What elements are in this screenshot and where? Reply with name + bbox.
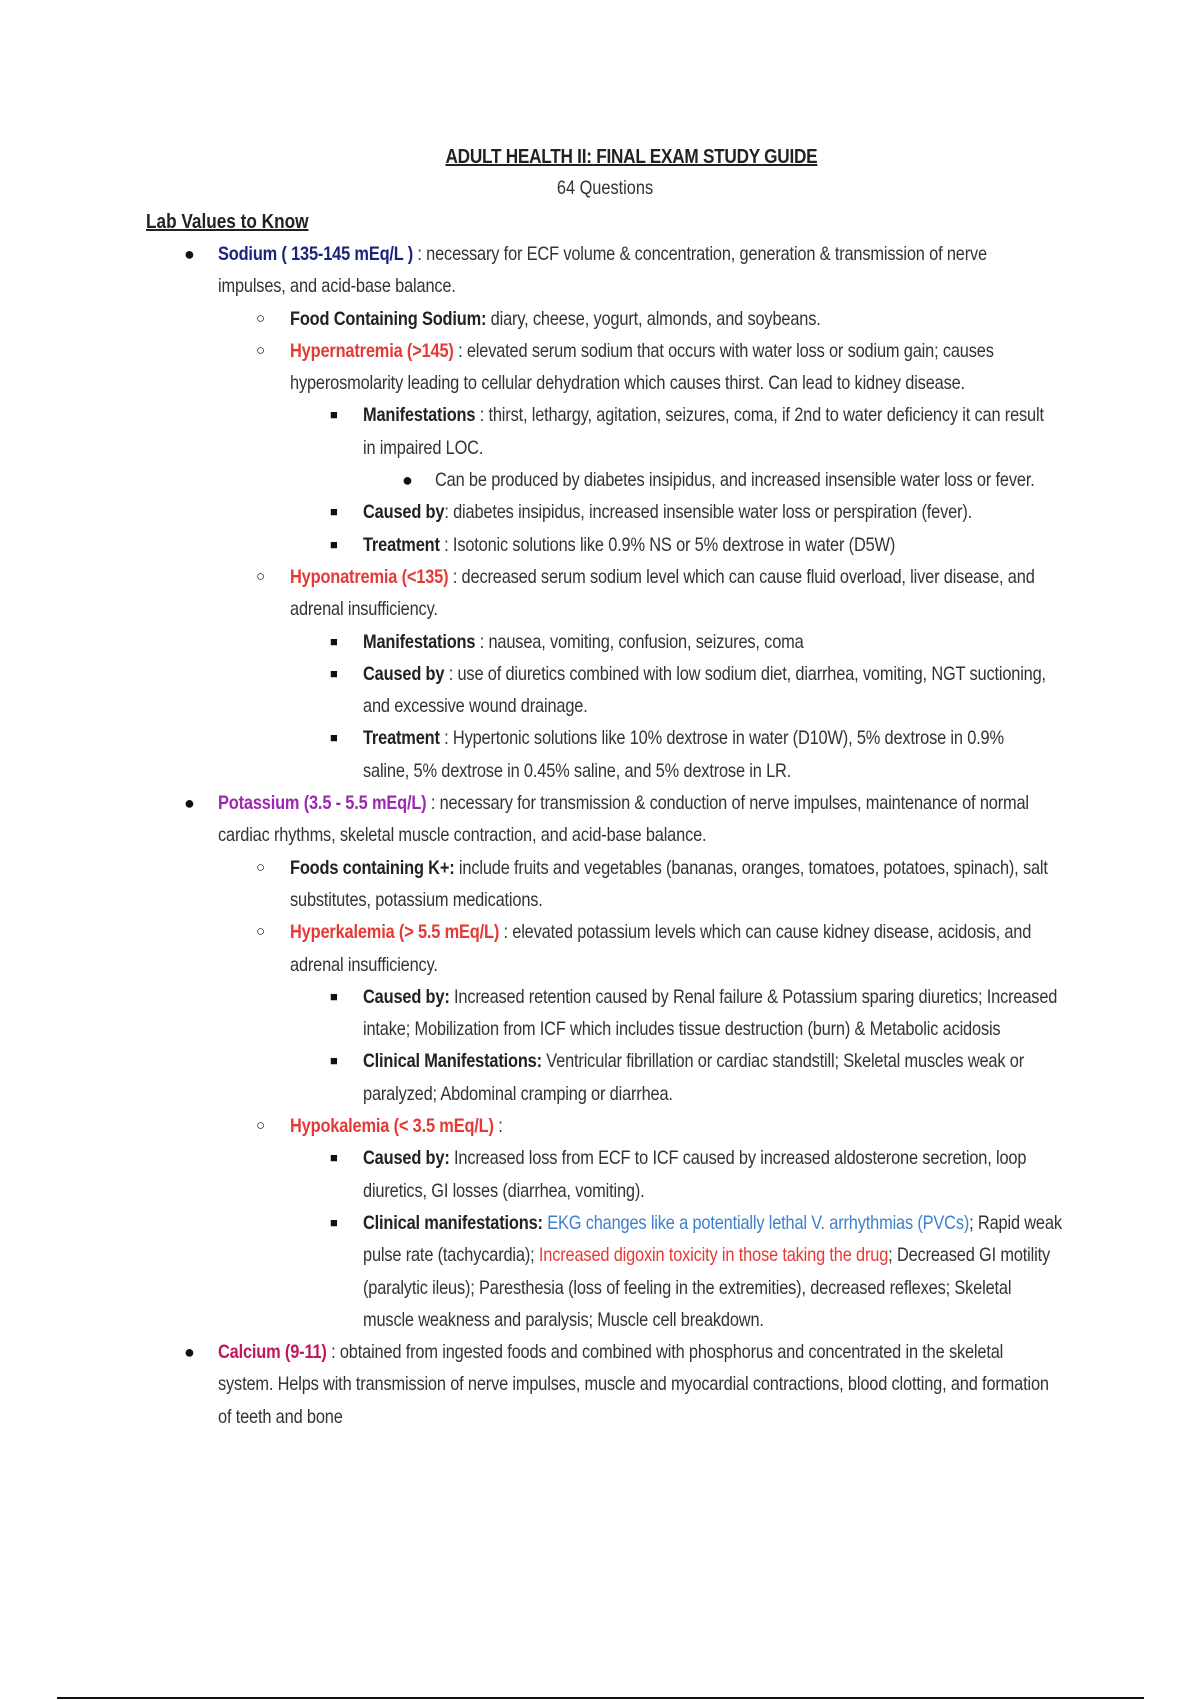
- list-item-continuation: [0, 367, 1200, 399]
- list-item-food-sodium: [0, 303, 1200, 335]
- list-item-continuation: [0, 690, 1200, 722]
- bullet-disc-icon: ●: [184, 1342, 195, 1363]
- list-item-continuation: [0, 1078, 1200, 1110]
- ekg-changes-text: EKG changes like a potentially lethal V. arrhythmias (PVCs): [542, 1211, 970, 1234]
- list-item-hyper-manifestations: [0, 399, 1200, 431]
- manifestations-text-cont: (paralytic ileus); Paresthesia (loss of feeling in the extremities), decreased reflexes; Skeletal: [363, 1276, 1012, 1299]
- clinical-manifestations-text: Ventricular fibrillation or cardiac standstill; Skeletal muscles weak or: [541, 1050, 1025, 1073]
- caused-by-label: Caused by:: [363, 1147, 450, 1170]
- treatment-text: : Isotonic solutions like 0.9% NS or 5% dextrose in water (D5W): [439, 533, 896, 556]
- manifestations-label: Manifestations: [363, 404, 476, 427]
- list-item-continuation: [0, 1368, 1200, 1400]
- manifestations-text: ; Rapid weak: [969, 1211, 1062, 1234]
- manifestations-text: : thirst, lethargy, agitation, seizures, coma, if 2nd to water deficiency it can result: [475, 404, 1044, 427]
- bullet-disc-icon: ●: [402, 470, 413, 491]
- calcium-desc-cont: system. Helps with transmission of nerve impulses, muscle and myocardial contractions, blood clotting, and formation: [218, 1373, 1049, 1396]
- list-item-hyper-treatment: [0, 529, 1200, 561]
- list-item-hypok-manifestations: [0, 1207, 1200, 1239]
- bullet-square-icon: ■: [330, 1150, 338, 1166]
- digoxin-toxicity-text: Increased digoxin toxicity in those taking the drug: [538, 1244, 889, 1267]
- list-item-continuation: [0, 432, 1200, 464]
- clinical-manifestations-text-cont: paralyzed; Abdominal cramping or diarrhea.: [363, 1082, 673, 1105]
- list-item-hypo-treatment: [0, 722, 1200, 754]
- bullet-square-icon: ■: [330, 665, 338, 681]
- bullet-square-icon: ■: [330, 504, 338, 520]
- caused-by-label: Caused by: [363, 662, 445, 685]
- list-item-continuation: [0, 593, 1200, 625]
- hypokalemia-label: Hypokalemia (< 3.5 mEq/L): [290, 1115, 494, 1138]
- document-subtitle: 64 Questions: [556, 178, 654, 199]
- list-item-continuation: [0, 1304, 1200, 1336]
- list-item-continuation: [0, 1239, 1200, 1271]
- lab-values-list: [0, 238, 1200, 1433]
- bullet-circle-icon: ○: [256, 341, 265, 359]
- list-item-potassium: [0, 787, 1200, 819]
- caused-by-text: : use of diuretics combined with low sodium diet, diarrhea, vomiting, NGT suctioning,: [444, 662, 1046, 685]
- caused-by-text-cont: and excessive wound drainage.: [363, 695, 588, 718]
- caused-by-label: Caused by: [363, 501, 445, 524]
- list-item-hyper-cause: [0, 496, 1200, 528]
- hypernatremia-desc-cont: hyperosmolarity leading to cellular dehydration which causes thirst. Can lead to kidney disease.: [290, 372, 965, 395]
- potassium-label: Potassium (3.5 - 5.5 mEq/L): [218, 792, 427, 815]
- treatment-text: : Hypertonic solutions like 10% dextrose in water (D10W), 5% dextrose in 0.9%: [439, 727, 1004, 750]
- list-item-food-potassium: [0, 852, 1200, 884]
- bullet-disc-icon: ●: [184, 244, 195, 264]
- page-footer-rule: [57, 1697, 1144, 1699]
- list-item-continuation: [0, 755, 1200, 787]
- clinical-manifestations-label: Clinical manifestations:: [363, 1211, 543, 1234]
- bullet-circle-icon: ○: [256, 1117, 265, 1135]
- caused-by-text: Increased retention caused by Renal failure & Potassium sparing diuretics; Increased: [449, 985, 1058, 1008]
- treatment-label: Treatment: [363, 727, 440, 750]
- list-item-hyponatremia: [0, 561, 1200, 593]
- list-item-sodium: [0, 238, 1200, 270]
- sodium-label: Sodium ( 135-145 mEq/L ): [218, 243, 414, 265]
- manifestations-text-cont: in impaired LOC.: [363, 436, 484, 459]
- bullet-circle-icon: ○: [256, 309, 265, 327]
- food-potassium-text: include fruits and vegetables (bananas, oranges, tomatoes, potatoes, spinach), salt: [454, 856, 1048, 879]
- manifestations-text: : nausea, vomiting, confusion, seizures, coma: [475, 630, 804, 653]
- bullet-square-icon: ■: [330, 536, 338, 552]
- hyponatremia-desc-cont: adrenal insufficiency.: [290, 598, 438, 621]
- list-item-calcium: [0, 1336, 1200, 1368]
- list-item-hypok-cause: [0, 1142, 1200, 1174]
- list-item-hyperk-manifestations: [0, 1045, 1200, 1077]
- list-item-continuation: [0, 949, 1200, 981]
- list-item-continuation: [0, 819, 1200, 851]
- list-item-continuation: [0, 270, 1200, 302]
- calcium-label: Calcium (9-11): [218, 1341, 327, 1364]
- bullet-circle-icon: ○: [256, 858, 265, 876]
- bullet-square-icon: ■: [330, 988, 338, 1004]
- bullet-disc-icon: ●: [184, 793, 195, 814]
- hyperkalemia-label: Hyperkalemia (> 5.5 mEq/L): [290, 921, 500, 944]
- list-item-hypo-manifestations: [0, 626, 1200, 658]
- treatment-label: Treatment: [363, 533, 440, 556]
- manifestations-text: pulse rate (tachycardia);: [363, 1244, 539, 1267]
- food-sodium-text: diary, cheese, yogurt, almonds, and soybeans.: [486, 307, 821, 330]
- caused-by-text: Increased loss from ECF to ICF caused by increased aldosterone secretion, loop: [449, 1147, 1027, 1170]
- bullet-circle-icon: ○: [256, 567, 265, 585]
- list-item-hyperk-cause: [0, 981, 1200, 1013]
- food-potassium-text-cont: substitutes, potassium medications.: [290, 888, 543, 911]
- section-title: Lab Values to Know: [146, 211, 309, 233]
- bullet-square-icon: ■: [330, 633, 338, 649]
- caused-by-text-cont: intake; Mobilization from ICF which includes tissue destruction (burn) & Metabolic acidosis: [363, 1018, 1001, 1041]
- manifestations-label: Manifestations: [363, 630, 476, 653]
- bullet-square-icon: ■: [330, 407, 338, 423]
- manifestations-text: ; Decreased GI motility: [888, 1244, 1051, 1267]
- document-title: ADULT HEALTH II: FINAL EXAM STUDY GUIDE: [445, 146, 818, 168]
- list-item-continuation: [0, 1401, 1200, 1433]
- list-item-hypo-cause: [0, 658, 1200, 690]
- calcium-desc: : obtained from ingested foods and combined with phosphorus and concentrated in the skeletal: [326, 1341, 1004, 1364]
- list-item-hyper-sub: [0, 464, 1200, 496]
- caused-by-text-cont: diuretics, GI losses (diarrhea, vomiting).: [363, 1179, 645, 1202]
- list-item-continuation: [0, 1013, 1200, 1045]
- potassium-desc: : necessary for transmission & conduction of nerve impulses, maintenance of normal: [426, 792, 1029, 815]
- list-item-continuation: [0, 884, 1200, 916]
- bullet-square-icon: ■: [330, 1053, 338, 1069]
- sodium-desc: : necessary for ECF volume & concentration, generation & transmission of nerve: [413, 243, 987, 265]
- list-item-hypernatremia: [0, 335, 1200, 367]
- hyperkalemia-desc-cont: adrenal insufficiency.: [290, 953, 438, 976]
- hypernatremia-label: Hypernatremia (>145): [290, 339, 454, 362]
- hypernatremia-desc: : elevated serum sodium that occurs with water loss or sodium gain; causes: [453, 339, 994, 362]
- hyperkalemia-desc: : elevated potassium levels which can cause kidney disease, acidosis, and: [499, 921, 1032, 944]
- list-item-continuation: [0, 1175, 1200, 1207]
- potassium-desc-cont: cardiac rhythms, skeletal muscle contraction, and acid-base balance.: [218, 824, 707, 847]
- list-item-continuation: [0, 1272, 1200, 1304]
- hyponatremia-desc: : decreased serum sodium level which can cause fluid overload, liver disease, and: [448, 565, 1035, 588]
- bullet-square-icon: ■: [330, 730, 338, 746]
- calcium-desc-cont: of teeth and bone: [218, 1405, 343, 1428]
- food-potassium-label: Foods containing K+:: [290, 856, 455, 879]
- caused-by-label: Caused by:: [363, 985, 450, 1008]
- food-sodium-label: Food Containing Sodium:: [290, 307, 487, 330]
- hypokalemia-colon: :: [493, 1115, 503, 1138]
- sodium-desc-cont: impulses, and acid-base balance.: [218, 275, 456, 298]
- manifestations-text-cont: muscle weakness and paralysis; Muscle cell breakdown.: [363, 1308, 764, 1331]
- clinical-manifestations-label: Clinical Manifestations:: [363, 1050, 542, 1073]
- list-item-hypokalemia: [0, 1110, 1200, 1142]
- list-item-hyperkalemia: [0, 916, 1200, 948]
- bullet-square-icon: ■: [330, 1214, 338, 1230]
- caused-by-text: : diabetes insipidus, increased insensible water loss or perspiration (fever).: [444, 501, 973, 524]
- treatment-text-cont: saline, 5% dextrose in 0.45% saline, and 5% dextrose in LR.: [363, 759, 792, 782]
- hyper-sub-text: Can be produced by diabetes insipidus, and increased insensible water loss or fever.: [435, 469, 1035, 492]
- hyponatremia-label: Hyponatremia (<135): [290, 565, 449, 588]
- bullet-circle-icon: ○: [256, 923, 265, 941]
